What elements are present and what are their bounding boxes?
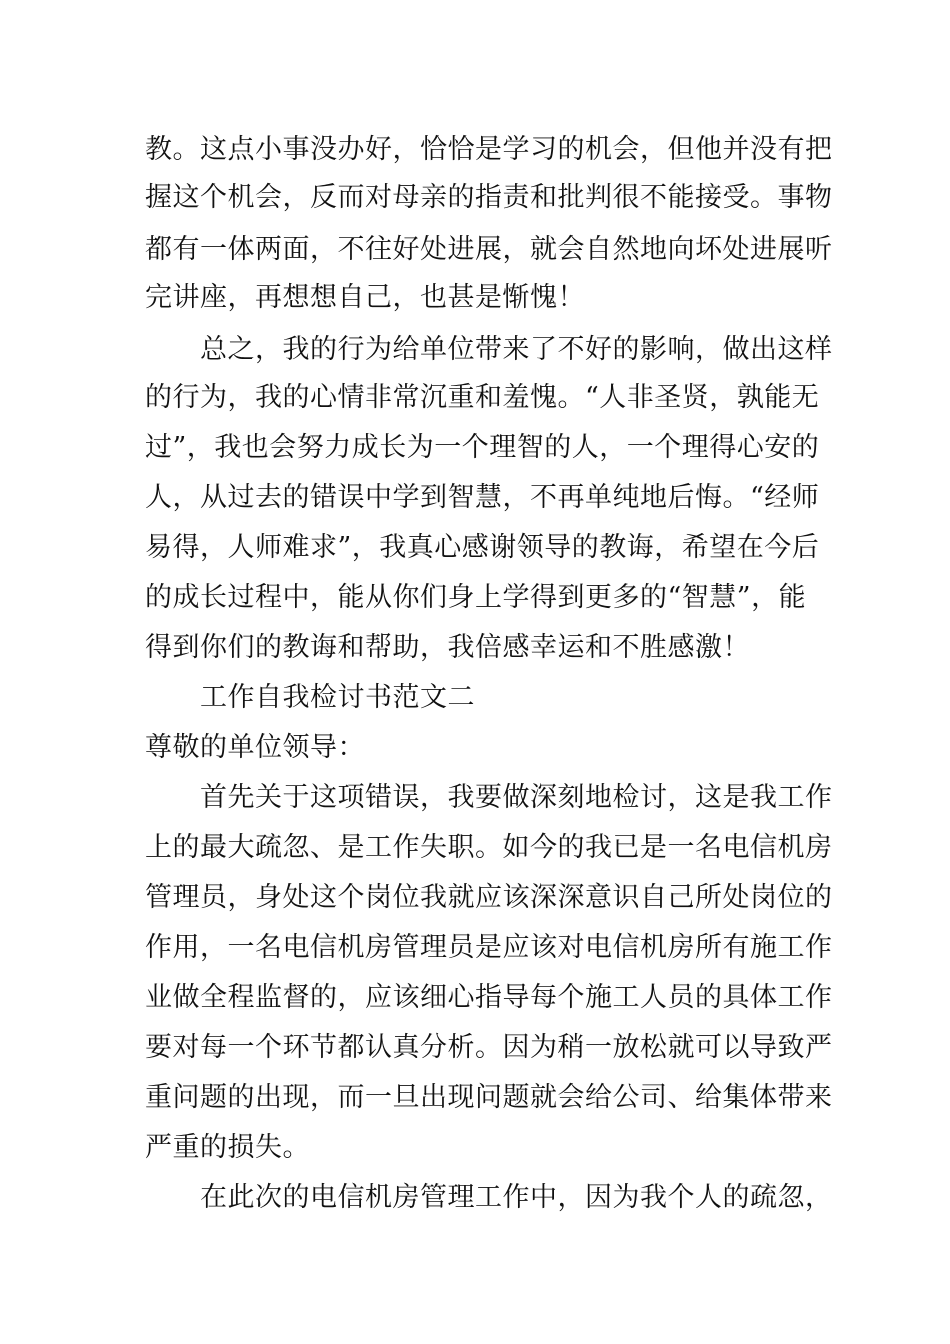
paragraph-3-line-7: 重问题的出现，而一旦出现问题就会给公司、给集体带来 [145, 1082, 833, 1113]
paragraph-3-line-5: 业做全程监督的，应该细心指导每个施工人员的具体工作 [145, 982, 833, 1013]
paragraph-1-line-4: 完讲座，再想想自己，也甚是惭愧！ [145, 282, 585, 313]
paragraph-3-line-3: 管理员，身处这个岗位我就应该深深意识自己所处岗位的 [145, 882, 833, 913]
salutation: 尊敬的单位领导： [145, 732, 365, 763]
paragraph-3-line-4: 作用，一名电信机房管理员是应该对电信机房所有施工作 [145, 932, 833, 963]
section-title: 工作自我检讨书范文二 [200, 682, 475, 713]
paragraph-2-line-1: 总之，我的行为给单位带来了不好的影响，做出这样 [200, 334, 833, 365]
paragraph-3-line-1: 首先关于这项错误，我要做深刻地检讨，这是我工作 [200, 782, 833, 813]
paragraph-2-line-5: 易得，人师难求”，我真心感谢领导的教诲，希望在今后 [145, 532, 820, 563]
paragraph-3-line-2: 上的最大疏忽、是工作失职。如今的我已是一名电信机房 [145, 832, 833, 863]
paragraph-3-line-6: 要对每一个环节都认真分析。因为稍一放松就可以导致严 [145, 1032, 833, 1063]
paragraph-2-line-4: 人，从过去的错误中学到智慧，不再单纯地后悔。“经师 [145, 482, 820, 513]
paragraph-3-line-8: 严重的损失。 [145, 1132, 310, 1163]
paragraph-1-line-3: 都有一体两面，不往好处进展，就会自然地向坏处进展听 [145, 234, 833, 265]
paragraph-2-line-7: 得到你们的教诲和帮助，我倍感幸运和不胜感激！ [145, 632, 750, 663]
paragraph-1-line-1: 教。这点小事没办好，恰恰是学习的机会，但他并没有把 [145, 134, 833, 165]
paragraph-1-line-2: 握这个机会，反而对母亲的指责和批判很不能接受。事物 [145, 182, 833, 213]
paragraph-2-line-3: 过”，我也会努力成长为一个理智的人，一个理得心安的 [145, 432, 820, 463]
paragraph-4-line-1: 在此次的电信机房管理工作中，因为我个人的疏忽， [200, 1182, 833, 1213]
paragraph-2-line-2: 的行为，我的心情非常沉重和羞愧。“人非圣贤，孰能无 [145, 382, 820, 413]
paragraph-2-line-6: 的成长过程中，能从你们身上学得到更多的“智慧”，能 [145, 582, 807, 613]
